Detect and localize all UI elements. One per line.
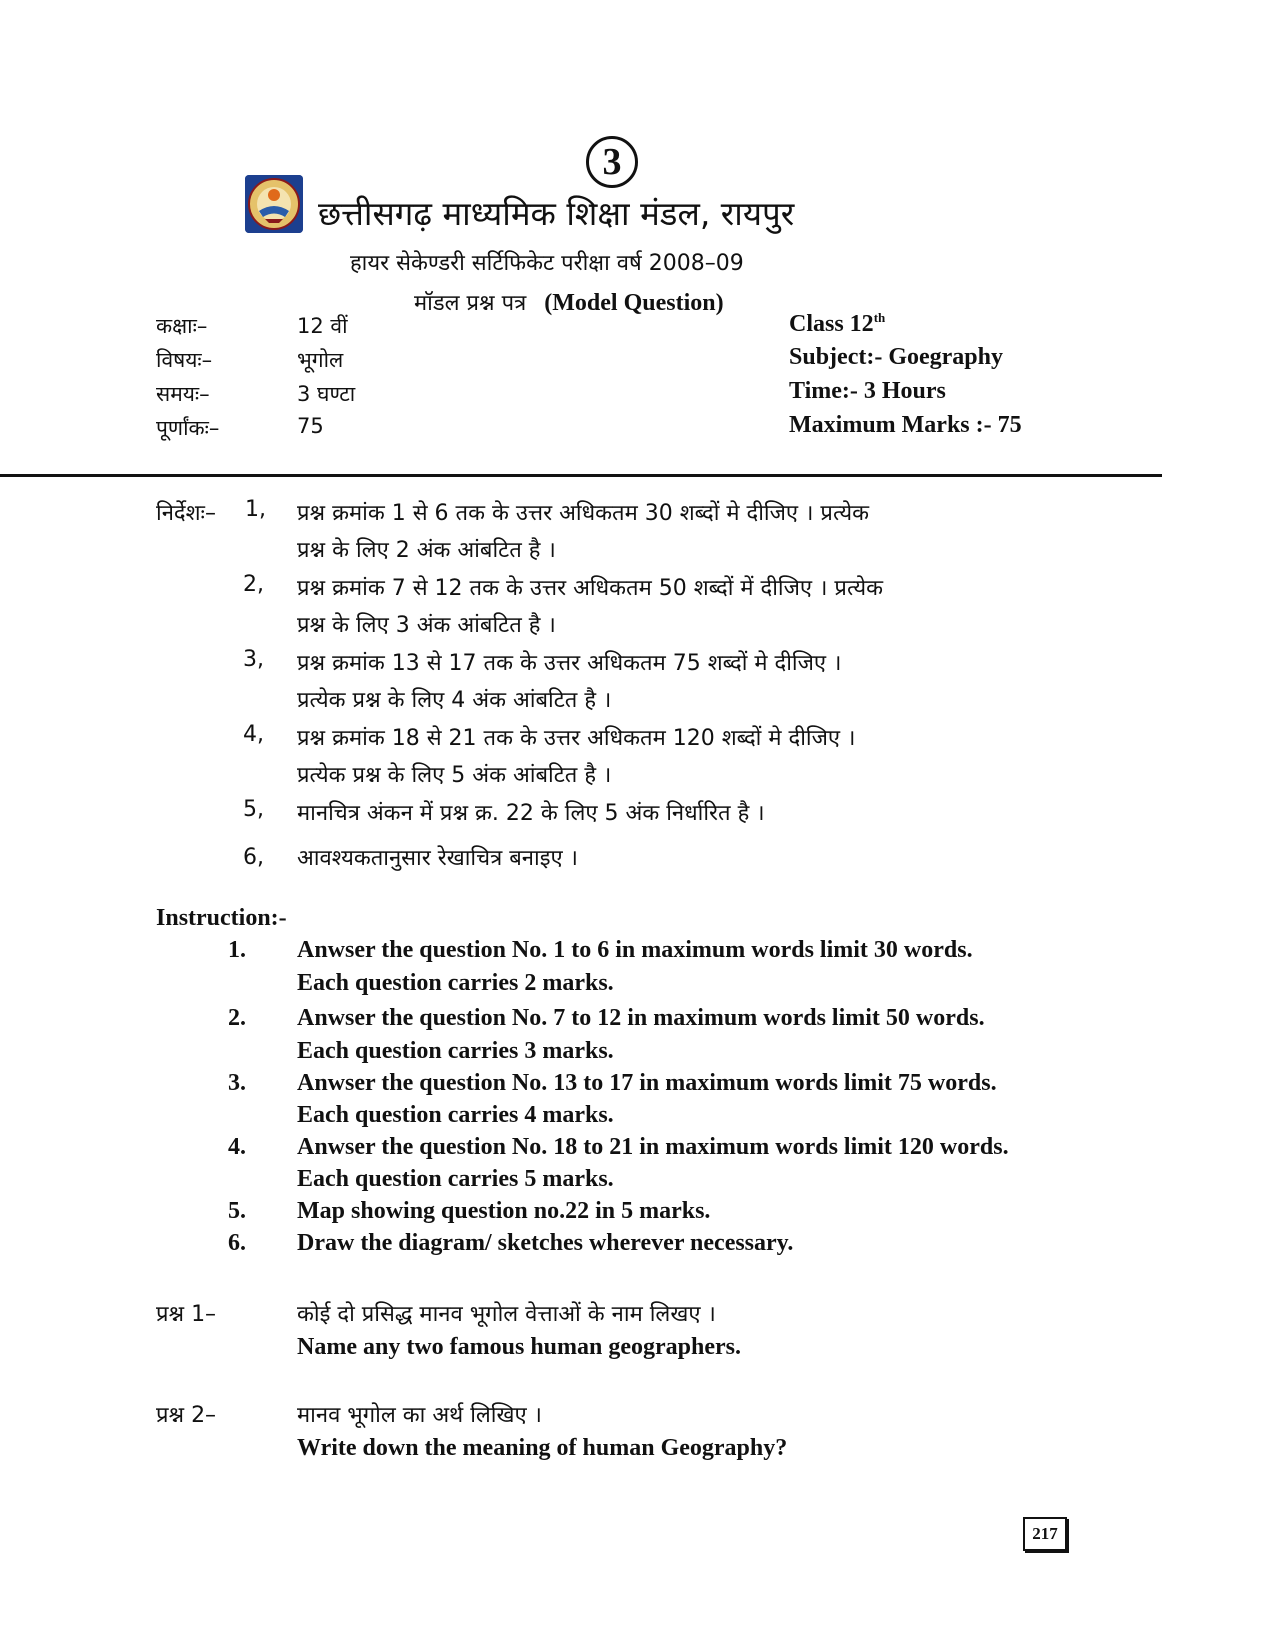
question-label: प्रश्न 2–	[156, 1403, 217, 1428]
meta-label-subject: विषयः–	[156, 348, 213, 372]
nirdesh-number: 2,	[243, 572, 264, 597]
instruction-number: 3.	[228, 1070, 246, 1096]
instruction-line: Anwser the question No. 7 to 12 in maximum words limit 50 words.	[297, 1005, 985, 1031]
instruction-number: 4.	[228, 1134, 246, 1160]
instruction-line: Each question carries 2 marks.	[297, 970, 614, 996]
paper-type-hindi: मॉडल प्रश्न पत्र	[414, 291, 527, 316]
instruction-line: Each question carries 5 marks.	[297, 1166, 614, 1192]
nirdesh-number: 5,	[243, 797, 264, 822]
board-logo	[245, 175, 303, 233]
question-english: Write down the meaning of human Geography?	[297, 1435, 788, 1461]
meta-label-marks: पूर्णांकः–	[156, 416, 220, 440]
nirdesh-line: प्रश्न क्रमांक 1 से 6 तक के उत्तर अधिकतम 30 शब्दों मे दीजिए । प्रत्येक	[297, 501, 869, 526]
paper-type-english: (Model Question)	[544, 290, 724, 316]
nirdesh-number: 4,	[243, 722, 264, 747]
meta-english-marks: Maximum Marks :- 75	[789, 412, 1022, 438]
meta-value-class: 12 वीं	[297, 314, 348, 338]
meta-value-time: 3 घण्टा	[297, 382, 356, 406]
instruction-line: Map showing question no.22 in 5 marks.	[297, 1198, 711, 1224]
board-title: छत्तीसगढ़ माध्यमिक शिक्षा मंडल, रायपुर	[318, 194, 795, 233]
nirdesh-label: निर्देशः–	[156, 501, 216, 526]
meta-english-subject: Subject:- Goegraphy	[789, 344, 1003, 370]
nirdesh-line: मानचित्र अंकन में प्रश्न क्र. 22 के लिए 5 अंक निर्धारित है ।	[297, 801, 765, 826]
nirdesh-number: 1,	[245, 497, 266, 522]
nirdesh-line: प्रश्न के लिए 2 अंक आंबटित है ।	[297, 538, 556, 563]
exam-title: हायर सेकेण्डरी सर्टिफिकेट परीक्षा वर्ष 2008–09	[350, 251, 744, 276]
question-english: Name any two famous human geographers.	[297, 1334, 741, 1360]
nirdesh-line: प्रत्येक प्रश्न के लिए 5 अंक आंबटित है ।	[297, 763, 612, 788]
instruction-number: 5.	[228, 1198, 246, 1224]
instruction-number: 1.	[228, 937, 246, 963]
header-divider	[0, 474, 1162, 477]
instruction-line: Draw the diagram/ sketches wherever necessary.	[297, 1230, 794, 1256]
nirdesh-line: प्रश्न क्रमांक 18 से 21 तक के उत्तर अधिकतम 120 शब्दों मे दीजिए ।	[297, 726, 856, 751]
nirdesh-line: प्रत्येक प्रश्न के लिए 4 अंक आंबटित है ।	[297, 688, 612, 713]
meta-english-class: Class 12th	[789, 310, 886, 337]
nirdesh-line: प्रश्न क्रमांक 7 से 12 तक के उत्तर अधिकतम 50 शब्दों में दीजिए । प्रत्येक	[297, 576, 883, 601]
instruction-line: Anwser the question No. 18 to 21 in maximum words limit 120 words.	[297, 1134, 1009, 1160]
page-number: 217	[1023, 1517, 1067, 1551]
question-hindi: कोई दो प्रसिद्ध मानव भूगोल वेत्ताओं के नाम लिखए ।	[297, 1302, 716, 1327]
paper-type	[414, 287, 724, 317]
instruction-number: 6.	[228, 1230, 246, 1256]
nirdesh-line: प्रश्न के लिए 3 अंक आंबटित है ।	[297, 613, 556, 638]
nirdesh-number: 6,	[243, 845, 264, 870]
instruction-line: Each question carries 3 marks.	[297, 1038, 614, 1064]
nirdesh-line: आवश्यकतानुसार रेखाचित्र बनाइए ।	[297, 846, 578, 871]
question-label: प्रश्न 1–	[156, 1302, 217, 1327]
meta-english-time: Time:- 3 Hours	[789, 378, 946, 404]
meta-value-marks: 75	[297, 414, 324, 438]
instruction-number: 2.	[228, 1005, 246, 1031]
set-number-badge: 3	[586, 136, 638, 188]
instruction-line: Anwser the question No. 1 to 6 in maximum words limit 30 words.	[297, 937, 973, 963]
nirdesh-line: प्रश्न क्रमांक 13 से 17 तक के उत्तर अधिकतम 75 शब्दों मे दीजिए ।	[297, 651, 842, 676]
instruction-line: Each question carries 4 marks.	[297, 1102, 614, 1128]
meta-value-subject: भूगोल	[297, 348, 344, 372]
instruction-line: Anwser the question No. 13 to 17 in maximum words limit 75 words.	[297, 1070, 997, 1096]
board-seal-icon	[245, 175, 303, 233]
question-hindi: मानव भूगोल का अर्थ लिखिए ।	[297, 1403, 543, 1428]
nirdesh-number: 3,	[243, 647, 264, 672]
meta-label-time: समयः–	[156, 382, 210, 406]
instruction-heading: Instruction:-	[156, 905, 287, 931]
meta-label-class: कक्षाः–	[156, 314, 208, 338]
